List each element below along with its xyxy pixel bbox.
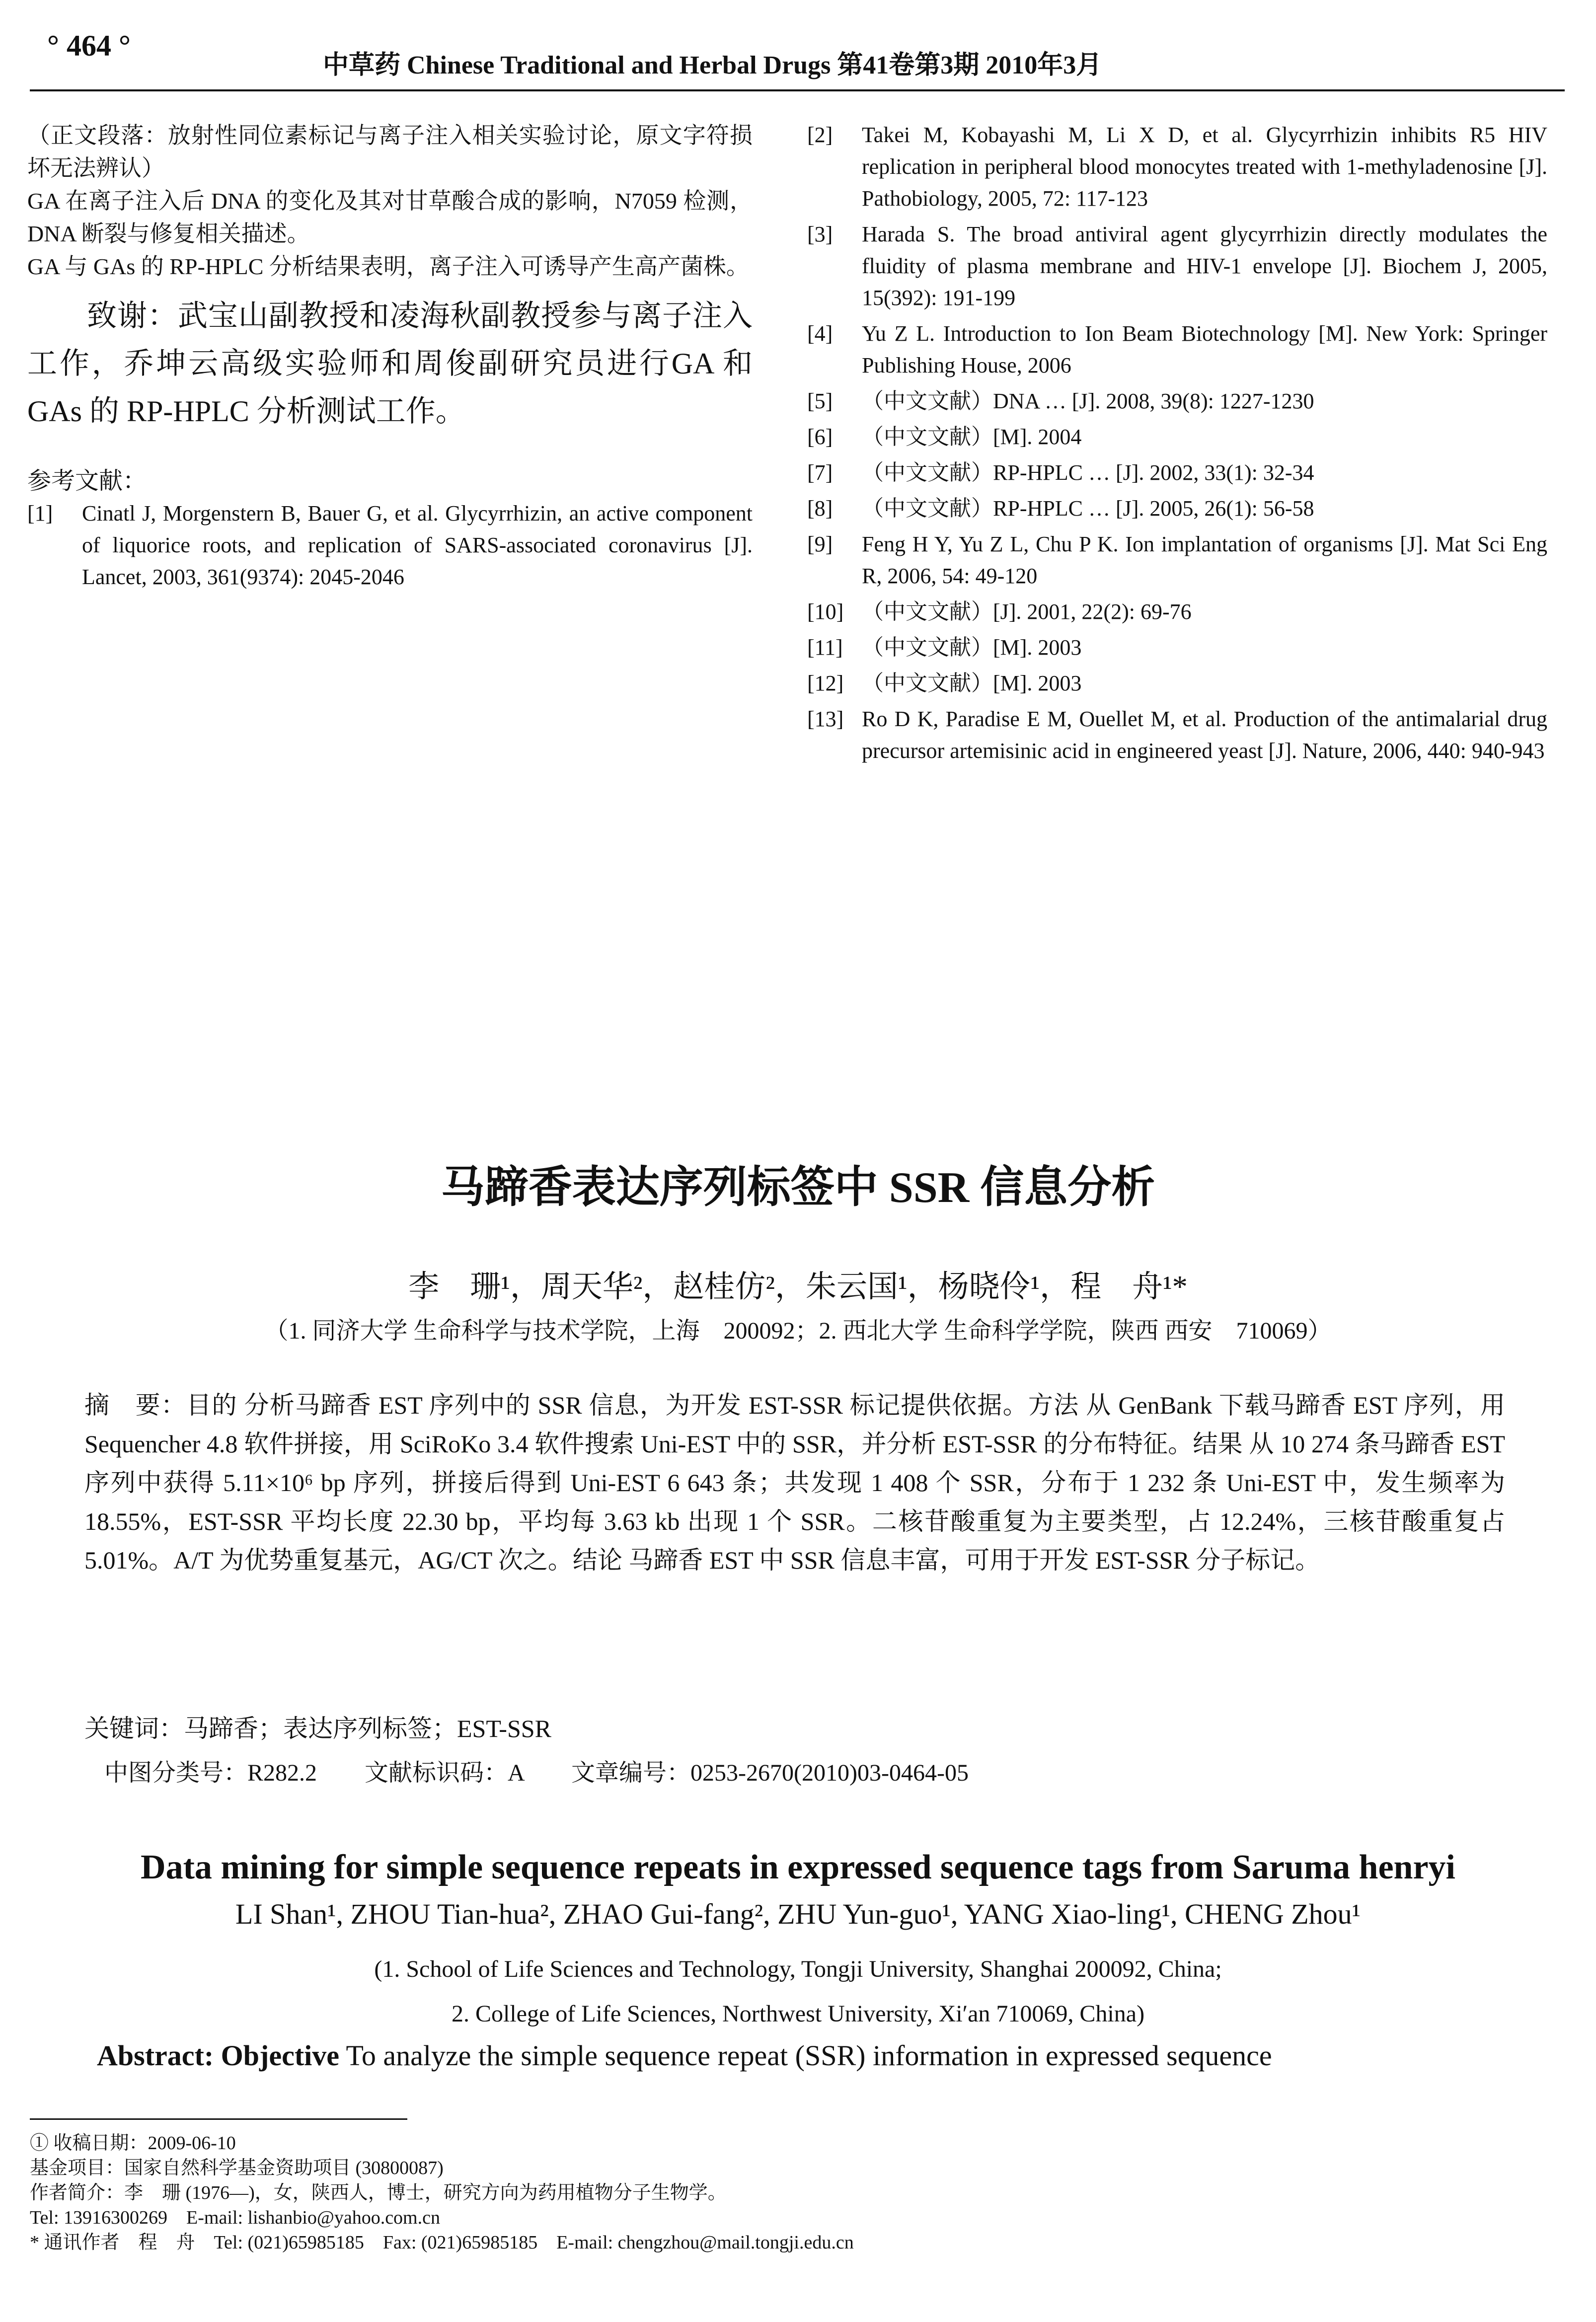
reference-item — [807, 703, 1547, 767]
reference-number: [10] — [807, 599, 844, 624]
reference-text: （中文文献）RP-HPLC … [J]. 2005, 26(1): 56-58 — [862, 496, 1314, 521]
reference-item — [807, 318, 1547, 381]
page-number: ° 464 ° — [47, 29, 131, 62]
reference-item — [807, 668, 1547, 699]
affiliation-en-line: (1. School of Life Sciences and Technology, Tongji University, Shanghai 200092, China; — [374, 1956, 1222, 1982]
reference-number: [1] — [27, 501, 53, 525]
reference-item — [807, 119, 1547, 215]
reference-item — [807, 385, 1547, 417]
reference-text: （中文文献）[J]. 2001, 22(2): 69-76 — [862, 599, 1192, 624]
reference-number: [8] — [807, 496, 833, 521]
abstract-en-text: To analyze the simple sequence repeat (SSR) information in expressed sequence — [346, 2039, 1272, 2072]
reference-text: Ro D K, Paradise E M, Ouellet M, et al. Production of the antimalarial drug precursor artemisinic acid in engineered yeast [J]. Nature, 2006, 440: 940-943 — [862, 707, 1547, 763]
article-title-cn: 马蹄香表达序列标签中 SSR 信息分析 — [441, 1164, 1155, 1212]
article-title-en: Data mining for simple sequence repeats in expressed sequence tags from Saruma henryi — [141, 1848, 1455, 1886]
reference-text: （中文文献）[M]. 2003 — [862, 671, 1082, 695]
page-number-value: 464 — [67, 29, 111, 62]
footnote-line: ① 收稿日期：2009-06-10 — [30, 2133, 236, 2154]
footnote-line: 作者简介：李 珊 (1976—)，女，陕西人，博士，研究方向为药用植物分子生物学。 — [30, 2182, 727, 2203]
reference-item — [807, 528, 1547, 592]
reference-item — [27, 498, 753, 593]
reference-number: [11] — [807, 635, 843, 660]
reference-text: （中文文献）[M]. 2004 — [862, 425, 1082, 449]
reference-text: （中文文献）[M]. 2003 — [862, 635, 1082, 660]
reference-item — [807, 219, 1547, 314]
reference-number: [7] — [807, 460, 833, 485]
authors-cn: 李 珊¹，周天华²，赵桂仿²，朱云国¹，杨晓伶¹，程 舟¹* — [408, 1270, 1188, 1304]
left-column — [27, 119, 753, 597]
footnote-line: 基金项目：国家自然科学基金资助项目 (30800087) — [30, 2158, 444, 2178]
keywords-cn: 关键词：马蹄香；表达序列标签；EST-SSR — [84, 1715, 551, 1742]
reference-text: （中文文献）DNA … [J]. 2008, 39(8): 1227-1230 — [862, 389, 1314, 413]
reference-text: Feng H Y, Yu Z L, Chu P K. Ion implantation of organisms [J]. Mat Sci Eng R, 2006, 54: 49-120 — [862, 532, 1547, 588]
reference-number: [13] — [807, 707, 844, 731]
reference-text: Cinatl J, Morgenstern B, Bauer G, et al. Glycyrrhizin, an active component of liquorice roots, and replication of SARS-associated coronavirus [J]. Lancet, 2003, 361(9374): 2045-2046 — [82, 501, 753, 589]
affiliation-cn: （1. 同济大学 生命科学与技术学院，上海 200092；2. 西北大学 生命科学学院，陕西 西安 710069） — [264, 1318, 1332, 1344]
abstract-en-label: Abstract: Objective — [97, 2039, 339, 2072]
journal-header: 中草药 Chinese Traditional and Herbal Drugs 第41卷第3期 2010年3月 — [323, 51, 1102, 79]
reference-text: Yu Z L. Introduction to Ion Beam Biotechnology [M]. New York: Springer Publishing House, 2006 — [862, 321, 1547, 377]
abstract-cn: 摘 要：目的 分析马蹄香 EST 序列中的 SSR 信息，为开发 EST-SSR 标记提供依据。方法 从 GenBank 下载马蹄香 EST 序列，用 Sequencher 4.8 软件拼接，用 SciRoKo 3.4 软件搜索 Uni-EST 中的 SSR，并分析 EST-SSR 的分布特征。结果 从 10 274 条马蹄香 EST 序列中获得 5.11×10⁶ bp 序列，拼接后得到 Uni-EST 6 643 条；共发现 1 408 个 SSR，分布于 1 232 条 Uni-EST 中，发生频率为 18.55%，EST-SSR 平均长度 22.30 bp，平均每 3.63 kb 出现 1 个 SSR。二核苷酸重复为主要类型，占 12.24%，三核苷酸重复占 5.01%。A/T 为优势重复基元，AG/CT 次之。结论 马蹄香 EST 中 SSR 信息丰富，可用于开发 EST-SSR 分子标记。 — [84, 1391, 1505, 1574]
reference-number: [5] — [807, 389, 833, 413]
reference-number: [6] — [807, 425, 833, 449]
affiliation-en-line: 2. College of Life Sciences, Northwest University, Xi′an 710069, China) — [451, 2001, 1145, 2027]
reference-text: Harada S. The broad antiviral agent glycyrrhizin directly modulates the fluidity of plasma membrane and HIV-1 envelope [J]. Biochem J, 2005, 15(392): 191-199 — [862, 222, 1547, 310]
reference-item — [807, 632, 1547, 664]
footnote-rule — [30, 2118, 407, 2120]
body-paragraph: GA 在离子注入后 DNA 的变化及其对甘草酸合成的影响，N7059 检测，DNA 断裂与修复相关描述。 — [27, 188, 753, 246]
authors-en: LI Shan¹, ZHOU Tian-hua², ZHAO Gui-fang², ZHU Yun-guo¹, YANG Xiao-ling¹, CHENG Zhou¹ — [235, 1898, 1361, 1930]
reference-item — [807, 493, 1547, 524]
right-column — [807, 119, 1547, 771]
acknowledgement: 致谢：武宝山副教授和凌海秋副教授参与离子注入工作，乔坤云高级实验师和周俊副研究员进行GA 和 GAs 的 RP-HPLC 分析测试工作。 — [27, 300, 753, 428]
body-paragraph: GA 与 GAs 的 RP-HPLC 分析结果表明，离子注入可诱导产生高产菌株。 — [27, 254, 749, 279]
body-paragraph: （正文段落：放射性同位素标记与离子注入相关实验讨论，原文字符损坏无法辨认） — [27, 123, 753, 181]
reference-number: [9] — [807, 532, 833, 556]
references-title: 参考文献： — [27, 468, 147, 494]
affiliation-en — [0, 1947, 1596, 2036]
header-rule — [30, 89, 1565, 91]
reference-item — [807, 457, 1547, 489]
reference-item — [807, 421, 1547, 453]
reference-text: （中文文献）RP-HPLC … [J]. 2002, 33(1): 32-34 — [862, 460, 1314, 485]
reference-item — [807, 596, 1547, 628]
abstract-en — [97, 2039, 1537, 2072]
reference-text: Takei M, Kobayashi M, Li X D, et al. Glycyrrhizin inhibits R5 HIV replication in peripheral blood monocytes treated with 1-methyladenosine [J]. Pathobiology, 2005, 72: 117-123 — [862, 123, 1547, 211]
classification-cn: 中图分类号：R282.2 文献标识码：A 文章编号：0253-2670(2010)03-0464-05 — [104, 1760, 969, 1786]
reference-number: [12] — [807, 671, 844, 695]
footnote-line: Tel: 13916300269 E-mail: lishanbio@yahoo.com.cn — [30, 2207, 440, 2228]
reference-number: [2] — [807, 123, 833, 147]
reference-number: [4] — [807, 321, 833, 346]
footnotes — [30, 2131, 1371, 2255]
reference-number: [3] — [807, 222, 833, 246]
footnote-line: * 通讯作者 程 舟 Tel: (021)65985185 Fax: (021)65985185 E-mail: chengzhou@mail.tongji.edu.cn — [30, 2232, 854, 2253]
